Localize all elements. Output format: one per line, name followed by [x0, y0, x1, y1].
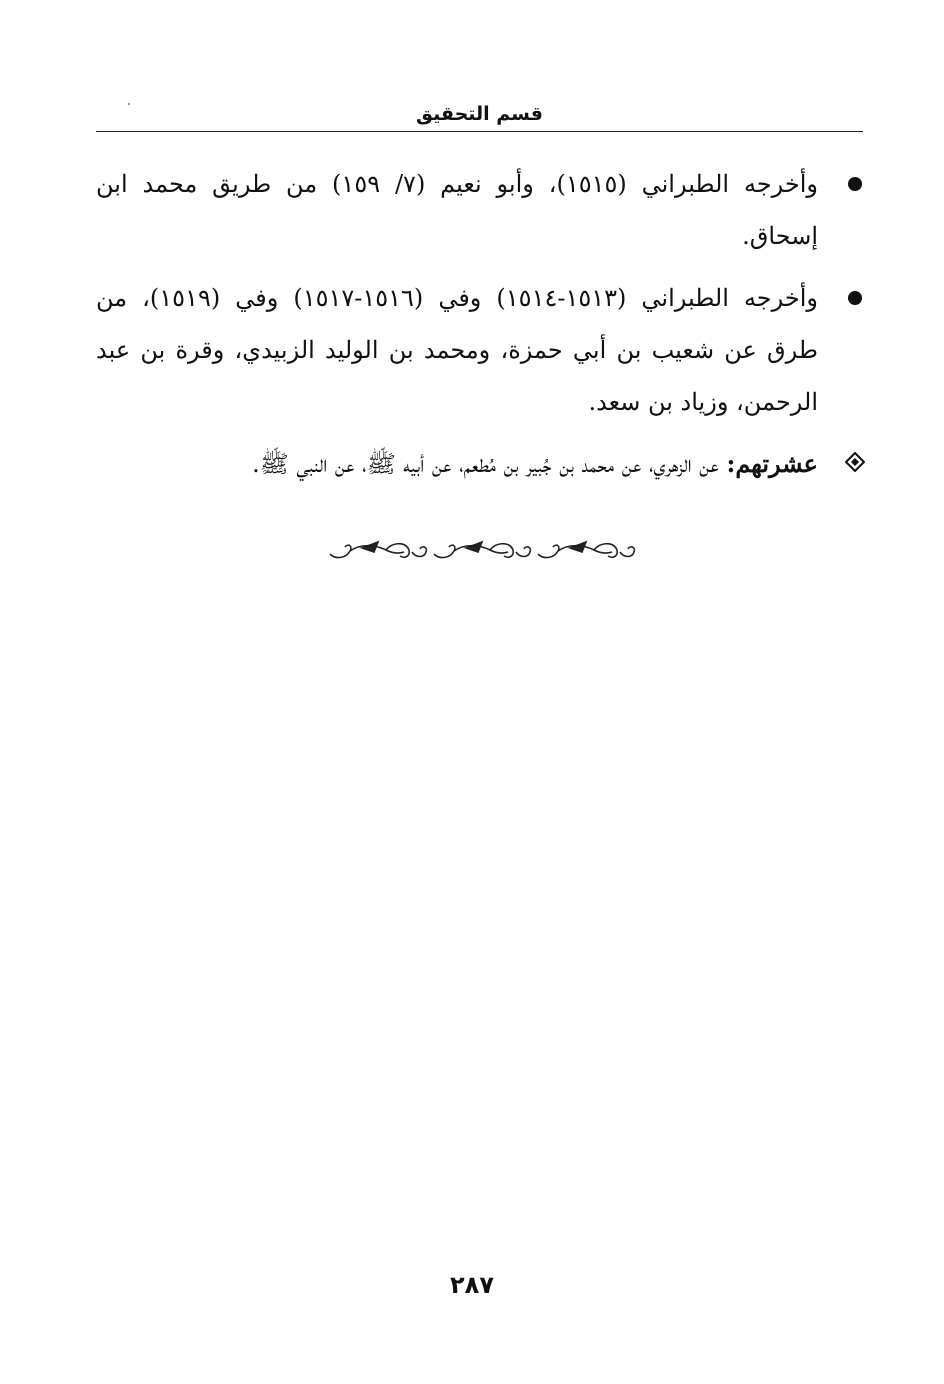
- page-body: [96, 158, 818, 500]
- item-text: [96, 438, 818, 490]
- list-item: [96, 438, 818, 490]
- item-text: وأخرجه الطبراني (١٥١٣-١٥١٤) وفي (١٥١٦-١٥١٧) وفي (١٥١٩)، من طرق عن شعيب بن أبي حمزة، ومحمد بن الوليد الزبيدي، وقرة بن عبد الرحمن، وزياد بن سعد.: [96, 284, 818, 416]
- item-text: وأخرجه الطبراني (١٥١٥)، وأبو نعيم (٧/ ١٥٩) من طريق محمد ابن إسحاق.: [96, 170, 819, 250]
- section-end-ornament-icon: [326, 534, 638, 568]
- item-lead: عشرتهم:: [726, 449, 818, 478]
- bullet-icon: [848, 291, 862, 305]
- running-header: قسم التحقيق: [416, 103, 543, 125]
- diamond-bullet-icon: [845, 452, 865, 472]
- header-rule: [96, 131, 863, 132]
- item-body: عن الزهري، عن محمد بن جُبير بن مُطعم، عن أبيه ﷺ، عن النبي ﷺ.: [252, 450, 727, 478]
- bullet-icon: [848, 177, 862, 191]
- list-item: [96, 158, 818, 262]
- list-item: [96, 272, 818, 428]
- page-number: ٢٨٧: [450, 1271, 494, 1299]
